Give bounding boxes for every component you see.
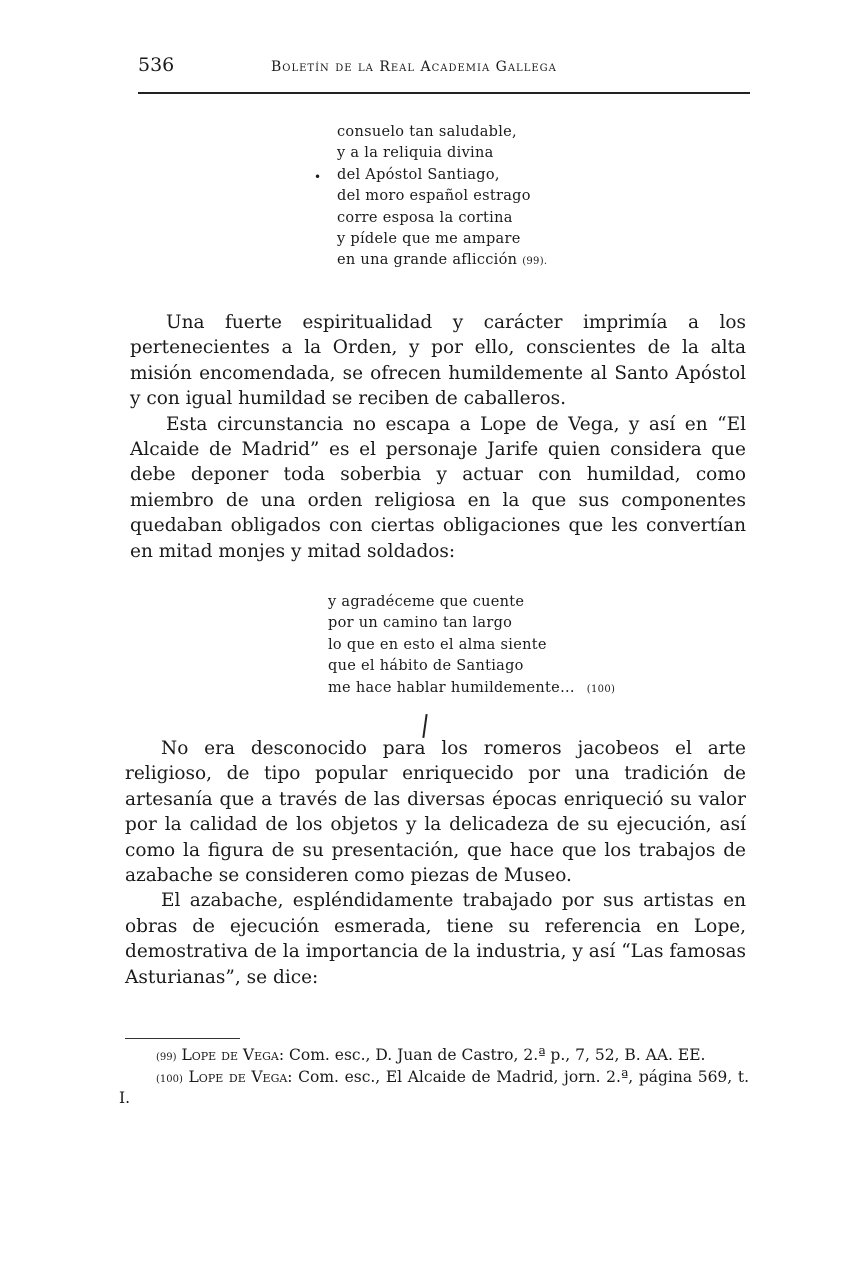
verse-line: consuelo tan saludable, — [337, 124, 517, 140]
verse-line: lo que en esto el alma siente — [328, 636, 547, 653]
paragraph: No era desconocido para los romeros jacobeos el arte religioso, de tipo popular enriquecido por una tradición de artesanía que a través de las diversas épocas enriqueció su valor por la calidad de los objetos y la delicadeza de su ejecución, así como la figura de su presentación, que hace que los trabajos de azabache se consideren como piezas de Museo. — [125, 738, 746, 887]
stray-mark: • — [314, 170, 322, 184]
footnote-number: (99) — [156, 1052, 177, 1063]
pencil-mark — [422, 714, 427, 738]
footnote-rule — [125, 1038, 240, 1039]
footnotes — [119, 1046, 749, 1108]
verse-line-text: en una grande aflicción — [337, 252, 518, 269]
footnote-ref-99: (99). — [522, 256, 548, 268]
verse-line: del Apóstol Santiago, — [337, 166, 500, 183]
verse-line: del moro español estrago — [337, 188, 531, 205]
verse-line: corre esposa la cortina — [337, 209, 513, 226]
verse-line-last — [337, 250, 547, 272]
verse-line: y a la reliquia divina — [337, 145, 494, 162]
footnote-author: Lope de Vega — [188, 1067, 288, 1086]
paragraph: El azabache, espléndidamente trabajado por sus artistas en obras de ejecución esmerada, tiene su referencia en Lope, demostrativa de la importancia de la industria, y así “Las famosas Asturianas”, se dice: — [125, 890, 746, 988]
page-number: 536 — [138, 54, 175, 76]
page-header — [138, 54, 750, 84]
verse-line: que el hábito de Santiago — [328, 658, 524, 675]
header-rule — [138, 92, 750, 94]
running-title: Boletín de la Real Academia Gallega — [271, 59, 557, 75]
footnote-ref-100: (100) — [586, 683, 616, 695]
footnote-text: : Com. esc., D. Juan de Castro, 2.ª p., 7, 52, B. AA. EE. — [278, 1046, 706, 1064]
footnote-100 — [119, 1068, 749, 1108]
verse-line-text: me hace hablar humildemente... — [328, 679, 575, 696]
verse-quote-2 — [328, 592, 615, 700]
verse-line: y pídele que me ampare — [337, 231, 521, 248]
footnote-author: Lope de Vega — [181, 1046, 279, 1064]
footnote-text: : Com. esc., El Alcaide de Madrid, jorn. 2.ª, página 569, t. I. — [119, 1067, 749, 1108]
verse-quote-1 — [337, 122, 547, 273]
paragraph: Una fuerte espiritualidad y carácter imprimía a los pertenecientes a la Orden, y por ello, conscientes de la alta misión encomendada, se ofrecen humildemente al Santo Apóstol y con igual humildad se reciben de caballeros. — [130, 312, 746, 410]
paragraph: Esta circunstancia no escapa a Lope de Vega, y así en “El Alcaide de Madrid” es el personaje Jarife quien considera que debe deponer toda soberbia y actuar con humildad, como miembro de una orden religiosa en la que sus componentes quedaban obligados con ciertas obligaciones que les convertían en mitad monjes y mitad soldados: — [130, 413, 746, 562]
verse-line: por un camino tan largo — [328, 615, 513, 632]
body-text-1 — [130, 310, 746, 564]
verse-line-last — [328, 678, 615, 700]
footnote-99 — [119, 1046, 749, 1068]
body-text-2 — [125, 736, 746, 990]
footnote-number: (100) — [156, 1073, 183, 1085]
verse-line: y agradéceme que cuente — [328, 594, 525, 610]
